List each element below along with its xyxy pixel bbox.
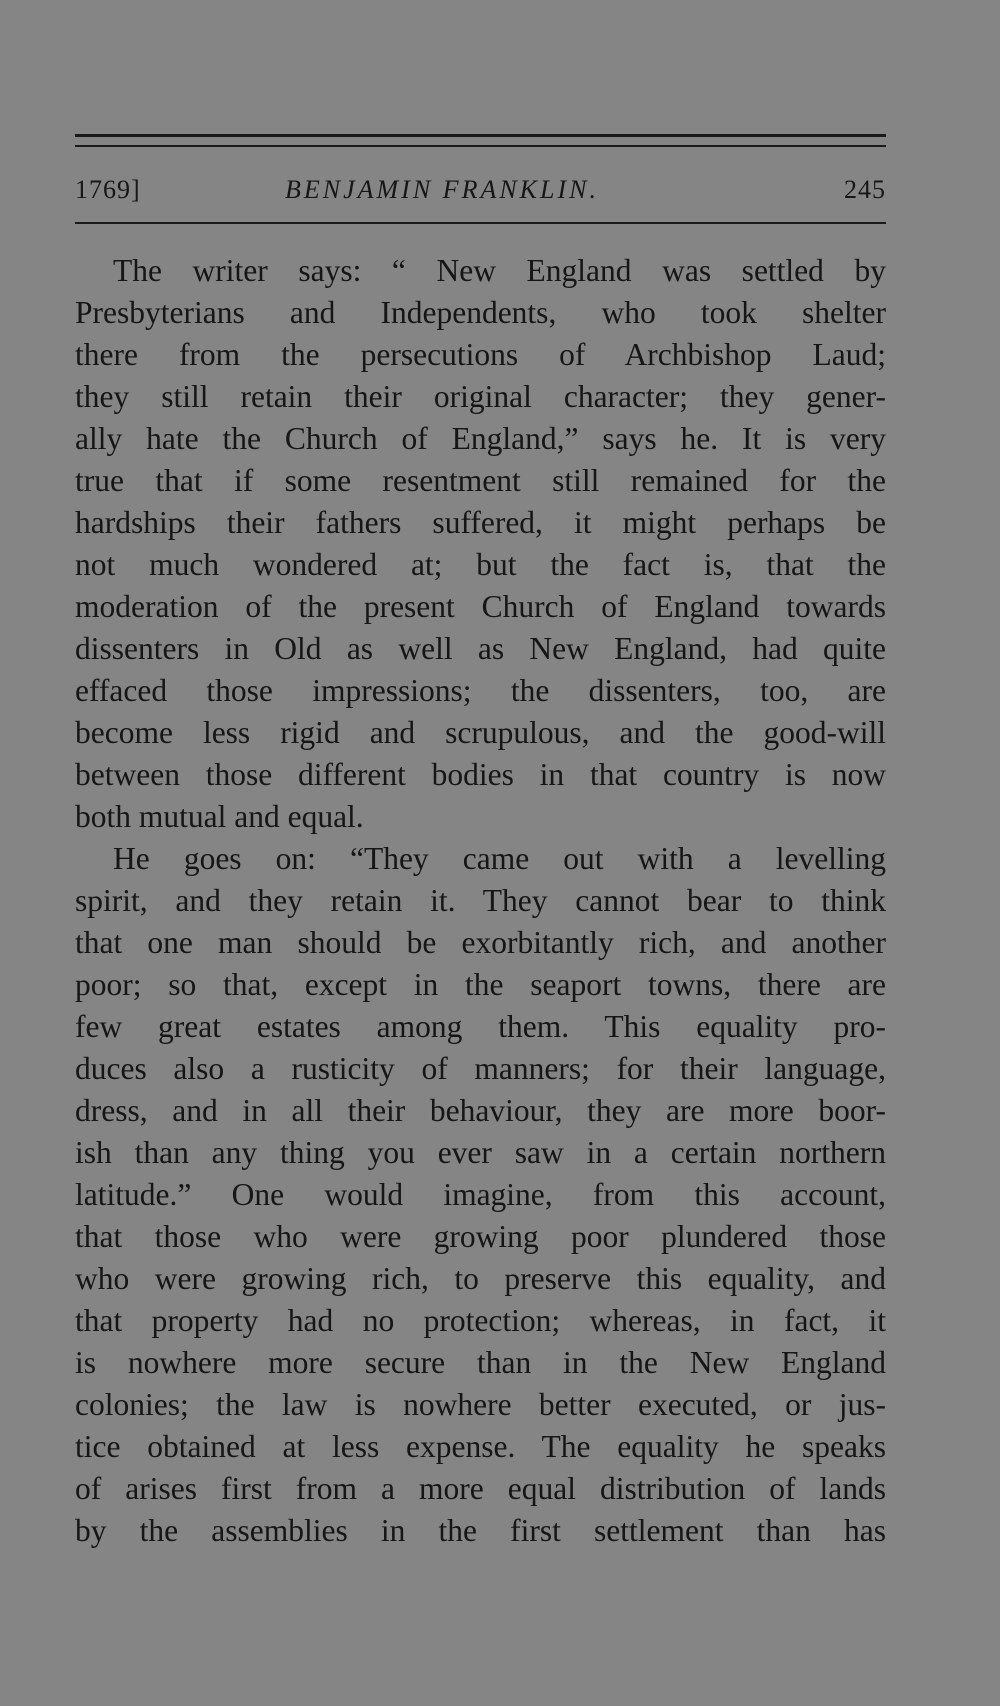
text-line: that one man should be exorbitantly rich, and another [75,925,886,960]
text-line: poor; so that, except in the seaport towns, there are [75,967,886,1002]
text-line: both mutual and equal. [75,799,364,834]
text-line: they still retain their original character; they gener- [75,379,886,414]
text-line: tice obtained at less expense. The equality he speaks [75,1429,886,1464]
text-line: true that if some resentment still remained for the [75,463,886,498]
text-line: not much wondered at; but the fact is, that the [75,547,886,582]
text-line: between those different bodies in that country is now [75,757,886,792]
text-line: He goes on: “They came out with a levelling [113,841,886,876]
page-number: 245 [844,175,886,204]
text-line: Presbyterians and Independents, who took shelter [75,295,886,330]
text-line: by the assemblies in the first settlement than has [75,1513,886,1548]
text-line: who were growing rich, to preserve this equality, and [75,1261,886,1296]
text-line: hardships their fathers suffered, it might perhaps be [75,505,886,540]
running-head-title: BENJAMIN FRANKLIN. [285,175,599,204]
text-line: few great estates among them. This equality pro- [75,1009,886,1044]
text-line: dissenters in Old as well as New England, had quite [75,631,886,666]
top-rule-thin [75,145,886,147]
text-line: is nowhere more secure than in the New England [75,1345,886,1380]
text-line: moderation of the present Church of England towards [75,589,886,624]
running-head-year: 1769] [75,175,141,204]
text-line: that property had no protection; whereas, in fact, it [75,1303,886,1338]
text-line: dress, and in all their behaviour, they are more boor- [75,1093,886,1128]
running-head [75,170,886,210]
top-rule-thick [75,134,886,137]
text-line: spirit, and they retain it. They cannot bear to think [75,883,886,918]
text-line: ish than any thing you ever saw in a certain northern [75,1135,886,1170]
text-line: there from the persecutions of Archbishop Laud; [75,337,886,372]
text-line: latitude.” One would imagine, from this account, [75,1177,886,1212]
body-text [75,250,886,1552]
text-line: The writer says: “ New England was settled by [113,253,886,288]
text-line: become less rigid and scrupulous, and the good-will [75,715,886,750]
text-line: of arises first from a more equal distribution of lands [75,1471,886,1506]
text-line: effaced those impressions; the dissenters, too, are [75,673,886,708]
text-line: duces also a rusticity of manners; for their language, [75,1051,886,1086]
text-line: ally hate the Church of England,” says he. It is very [75,421,886,456]
header-bottom-rule [75,222,886,224]
text-line: that those who were growing poor plundered those [75,1219,886,1254]
text-line: colonies; the law is nowhere better executed, or jus- [75,1387,886,1422]
